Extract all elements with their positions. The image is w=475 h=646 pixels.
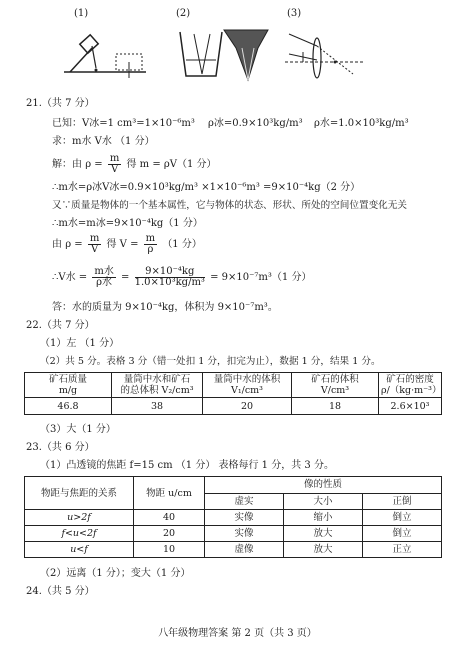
table-cell: 20 — [203, 398, 292, 415]
frac-den: V — [90, 244, 99, 255]
q21-sol-prefix: 解：由 — [52, 159, 82, 170]
q23-heading: 23.（共 6 分） — [26, 442, 95, 453]
q21-solution-line — [52, 154, 217, 176]
q22-part3: （3）大（1 分） — [40, 424, 116, 435]
q24-heading: 24.（共 5 分） — [26, 586, 95, 597]
q21-v-ice: V冰=1 cm³=1×10⁻⁶m³ — [82, 118, 195, 129]
header-line: ρ/（kg·m⁻³） — [381, 385, 442, 396]
header-line: m/g — [58, 385, 78, 396]
figure-label-3: (3) — [287, 8, 302, 19]
frac-num: 9×10⁻⁴kg — [135, 267, 205, 278]
table-cell: 实像 — [205, 526, 284, 542]
q21-rho-water: ρ水=1.0×10³kg/m³ — [314, 118, 409, 129]
table-cell: 实像 — [205, 510, 284, 526]
table-cell: 38 — [112, 398, 203, 415]
q21-rho-ice: ρ冰=0.9×10³kg/m³ — [208, 118, 303, 129]
q21-frac-m-over-v — [108, 154, 121, 175]
q22-heading: 22.（共 7 分） — [26, 320, 95, 331]
q21-line3: ∴m水=m冰=9×10⁻⁴kg（1 分） — [52, 218, 203, 229]
q21-line5: ∴V水 = $\frac{\text{m水}}{\text{ρ水}}$ = $\frac{\text{9×10⁻⁴kg}}{\text{1.0×10³kg/m³}}$ = 9×10⁻⁷m³（1 分） — [52, 266, 312, 288]
header-line: 量筒中水的体积 — [213, 374, 281, 385]
page-footer: 八年级物理答案 第 2 页（共 3 页） — [158, 628, 317, 639]
frac-num: m — [89, 233, 100, 244]
table-header-cell — [25, 373, 112, 398]
q21-find: 求：m水 V水 （1 分） — [52, 136, 155, 147]
table-cell: 倒立 — [363, 510, 442, 526]
frac-num: m — [109, 153, 120, 164]
table-cell: 放大 — [284, 542, 363, 558]
header-line: 矿石的体积 — [311, 374, 359, 385]
q22-part1: （1）左 （1 分） — [40, 338, 120, 349]
q21-frac-m-over-rho — [144, 234, 157, 255]
q23-part1: （1）凸透镜的焦距 f=15 cm （1 分） 表格每行 1 分，共 3 分。 — [40, 460, 334, 471]
table-cell: 2.6×10³ — [379, 398, 442, 415]
table-row — [25, 542, 442, 558]
q21-v-sym: V = — [119, 239, 139, 250]
q21-line5-prefix: ∴V水 = — [52, 272, 88, 283]
header-line: V₁/cm³ — [230, 385, 263, 396]
figure-label-1: (1) — [74, 8, 89, 19]
q21-line1: ∴m水=ρ冰V冰=0.9×10³kg/m³ ×1×10⁻⁶m³ =9×10⁻⁴kg（2 分） — [52, 182, 361, 193]
table-header-cell — [379, 373, 442, 398]
table-header-cell: 物距 u/cm — [134, 477, 205, 510]
q21-line4-mid: 得 — [106, 239, 117, 250]
table-cell: 20 — [134, 526, 205, 542]
table-cell: 放大 — [284, 526, 363, 542]
table-header-cell: 物距与焦距的关系 — [25, 477, 134, 510]
header-line: 量筒中水和矿石 — [123, 374, 191, 385]
q21-heading: 21.（共 7 分） — [26, 98, 95, 109]
table-row — [25, 398, 442, 415]
table-cell: 正立 — [363, 542, 442, 558]
q22-table — [24, 372, 442, 415]
water-tank-diagram — [172, 24, 272, 94]
lens-diagram — [283, 24, 368, 84]
q23-table — [24, 476, 442, 558]
q23-part2: （2）远离（1 分）；变大（1 分） — [40, 568, 191, 579]
q21-line4-suffix: （1 分） — [162, 239, 202, 250]
q21-line2: 又∵质量是物体的一个基本属性，它与物体的状态、形状、所处的空间位置变化无关 — [52, 200, 407, 211]
table-header-cell: 正倒 — [363, 493, 442, 510]
table-header-cell — [112, 373, 203, 398]
table-header-cell: 大小 — [284, 493, 363, 510]
table-row — [25, 510, 442, 526]
q21-rho-sym: ρ = — [85, 159, 103, 170]
table-cell: 倒立 — [363, 526, 442, 542]
table-cell: u<f — [25, 542, 134, 558]
frac-num: m — [145, 233, 156, 244]
q21-answer: 答：水的质量为 9×10⁻⁴kg，体积为 9×10⁻⁷m³。 — [52, 302, 278, 313]
frac-den: 1.0×10³kg/m³ — [134, 277, 205, 288]
frac-num: m水 — [94, 266, 114, 277]
table-row — [25, 526, 442, 542]
table-header-cell — [203, 373, 292, 398]
figure-label-2: (2) — [176, 8, 191, 19]
table-cell: 10 — [134, 542, 205, 558]
header-line: 的总体积 V₂/cm³ — [120, 385, 194, 396]
table-header-cell: 像的性质 — [205, 477, 442, 494]
table-header-row — [25, 477, 442, 494]
q21-frac-numeric — [135, 267, 205, 288]
q21-frac-m-over-v-2 — [88, 234, 101, 255]
q21-line5-suffix: = 9×10⁻⁷m³（1 分） — [210, 272, 312, 283]
table-header-row — [25, 373, 442, 398]
table-cell: 缩小 — [284, 510, 363, 526]
table-cell: 40 — [134, 510, 205, 526]
table-cell: 18 — [292, 398, 379, 415]
table-cell: u>2f — [25, 510, 134, 526]
table-cell: 46.8 — [25, 398, 112, 415]
table-cell: 虚像 — [205, 542, 284, 558]
header-line: 矿石的密度 — [386, 374, 434, 385]
frac-den: ρ水 — [96, 277, 113, 288]
q21-line4-prefix: 由 — [52, 239, 62, 250]
q21-known-prefix: 已知： — [52, 118, 82, 129]
header-line: 矿石质量 — [48, 374, 87, 385]
q21-sol-mid: 得 m = ρV（1 分） — [126, 159, 217, 170]
q21-rho-sym-2: ρ = — [65, 239, 83, 250]
q21-line4 — [52, 234, 202, 256]
frac-den: V — [110, 164, 119, 175]
table-header-cell — [292, 373, 379, 398]
q21-frac-symbolic — [92, 267, 115, 288]
table-header-cell: 虚实 — [205, 493, 284, 510]
table-cell: f<u<2f — [25, 526, 134, 542]
incline-diagram — [60, 24, 150, 84]
frac-den: ρ — [147, 244, 154, 255]
q22-part2: （2）共 5 分。表格 3 分（错一处扣 1 分，扣完为止），数据 1 分，结果 1 分。 — [40, 356, 381, 367]
header-line: V/cm³ — [320, 385, 350, 396]
